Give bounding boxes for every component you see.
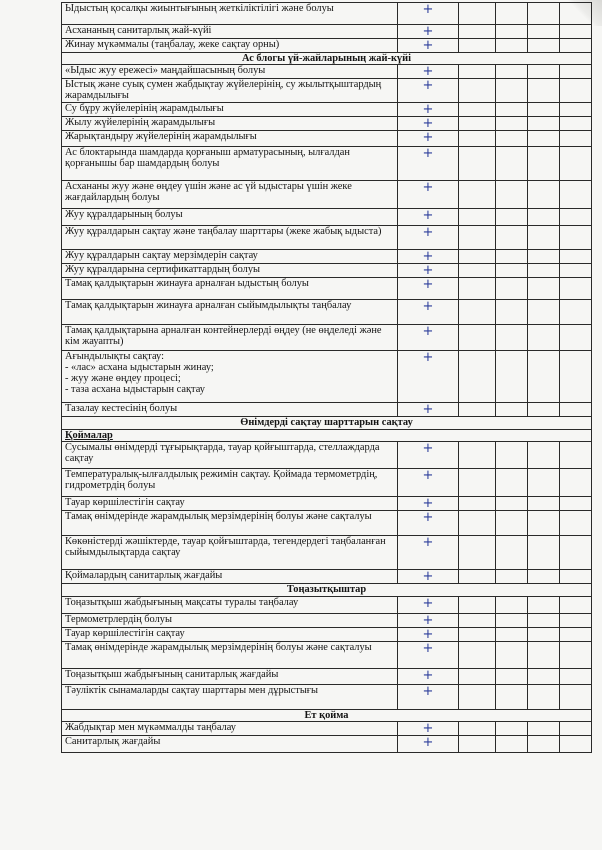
empty-cell (560, 325, 592, 351)
checklist-row (62, 147, 592, 181)
compliance-cell (398, 117, 459, 131)
empty-cell (459, 722, 496, 736)
handwritten-plus-mark: + (422, 2, 434, 17)
empty-cell (560, 25, 592, 39)
section-header (62, 53, 592, 65)
section-title: Қоймалар (62, 430, 592, 442)
empty-cell (459, 736, 496, 753)
checklist-row (62, 628, 592, 642)
criterion-text: Жуу құралдарының болуы (62, 209, 398, 226)
checklist-row (62, 25, 592, 39)
handwritten-plus-mark: + (422, 180, 434, 195)
empty-cell (560, 103, 592, 117)
checklist-row (62, 351, 592, 403)
compliance-cell (398, 597, 459, 614)
empty-cell (459, 628, 496, 642)
empty-cell (560, 570, 592, 584)
handwritten-plus-mark: + (422, 64, 434, 79)
empty-cell (560, 442, 592, 469)
criterion-text: Жуу құралдарын сақтау мерзімдерін сақтау (62, 250, 398, 264)
criterion-text: Асхананы жуу және өңдеу үшін және ас үй ыдыстары үшін жеке жағдайлардың болуы (62, 181, 398, 209)
empty-cell (528, 226, 560, 250)
empty-cell (560, 642, 592, 669)
empty-cell (459, 209, 496, 226)
criterion-text: Тамақ өнімдерінде жарамдылық мерзімдерінің болуы және сақталуы (62, 642, 398, 669)
empty-cell (459, 403, 496, 417)
empty-cell (528, 469, 560, 497)
empty-cell (459, 536, 496, 570)
compliance-cell (398, 25, 459, 39)
empty-cell (496, 209, 528, 226)
empty-cell (496, 642, 528, 669)
empty-cell (560, 614, 592, 628)
criterion-text: Асхананың санитарлық жай-күйі (62, 25, 398, 39)
empty-cell (560, 131, 592, 147)
empty-cell (560, 250, 592, 264)
empty-cell (496, 39, 528, 53)
compliance-cell (398, 570, 459, 584)
empty-cell (496, 226, 528, 250)
empty-cell (496, 736, 528, 753)
handwritten-plus-mark: + (422, 402, 434, 417)
empty-cell (560, 511, 592, 536)
empty-cell (528, 181, 560, 209)
empty-cell (496, 147, 528, 181)
criterion-text: Қоймалардың санитарлық жағдайы (62, 570, 398, 584)
empty-cell (496, 685, 528, 710)
empty-cell (560, 65, 592, 79)
compliance-cell (398, 79, 459, 103)
empty-cell (528, 39, 560, 53)
section-title: Ас блогы үй-жайларының жай-күйі (62, 53, 592, 65)
empty-cell (528, 736, 560, 753)
empty-cell (459, 181, 496, 209)
section-header (62, 417, 592, 430)
empty-cell (528, 325, 560, 351)
empty-cell (496, 3, 528, 25)
compliance-cell (398, 442, 459, 469)
empty-cell (560, 117, 592, 131)
compliance-cell (398, 351, 459, 403)
checklist-row (62, 65, 592, 79)
section-title: Тоңазытқыштар (62, 584, 592, 597)
handwritten-plus-mark: + (422, 146, 434, 161)
compliance-cell (398, 103, 459, 117)
handwritten-plus-mark: + (422, 441, 434, 456)
compliance-cell (398, 669, 459, 685)
empty-cell (528, 351, 560, 403)
empty-cell (560, 300, 592, 325)
handwritten-plus-mark: + (422, 78, 434, 93)
empty-cell (528, 147, 560, 181)
empty-cell (528, 442, 560, 469)
compliance-cell (398, 403, 459, 417)
checklist-row (62, 570, 592, 584)
empty-cell (528, 642, 560, 669)
empty-cell (560, 685, 592, 710)
empty-cell (560, 403, 592, 417)
empty-cell (459, 3, 496, 25)
empty-cell (528, 597, 560, 614)
empty-cell (496, 570, 528, 584)
empty-cell (459, 300, 496, 325)
empty-cell (560, 39, 592, 53)
criterion-text: Жарықтандыру жүйелерінің жарамдылығы (62, 131, 398, 147)
section-header (62, 584, 592, 597)
compliance-cell (398, 628, 459, 642)
empty-cell (528, 278, 560, 300)
empty-cell (560, 469, 592, 497)
empty-cell (459, 442, 496, 469)
empty-cell (496, 536, 528, 570)
checklist-row (62, 325, 592, 351)
compliance-cell (398, 250, 459, 264)
empty-cell (496, 403, 528, 417)
empty-cell (459, 39, 496, 53)
section-header (62, 710, 592, 722)
empty-cell (560, 628, 592, 642)
checklist-row (62, 39, 592, 53)
empty-cell (496, 442, 528, 469)
subsection-header (62, 430, 592, 442)
empty-cell (496, 131, 528, 147)
empty-cell (496, 469, 528, 497)
checklist-row (62, 117, 592, 131)
empty-cell (459, 685, 496, 710)
empty-cell (560, 209, 592, 226)
handwritten-plus-mark: + (422, 277, 434, 292)
checklist-row (62, 250, 592, 264)
checklist-row (62, 614, 592, 628)
compliance-cell (398, 536, 459, 570)
compliance-cell (398, 736, 459, 753)
handwritten-plus-mark: + (422, 596, 434, 611)
handwritten-plus-mark: + (422, 569, 434, 584)
empty-cell (496, 497, 528, 511)
compliance-cell (398, 642, 459, 669)
handwritten-plus-mark: + (422, 324, 434, 339)
criterion-text: Тамақ өнімдерінде жарамдылық мерзімдерінің болуы және сақталуы (62, 511, 398, 536)
empty-cell (528, 117, 560, 131)
criterion-text: Тамақ қалдықтарын жинауға арналған ыдыстың болуы (62, 278, 398, 300)
empty-cell (496, 351, 528, 403)
handwritten-plus-mark: + (422, 24, 434, 39)
criterion-text: Жылу жүйелерінің жарамдылығы (62, 117, 398, 131)
checklist-row (62, 469, 592, 497)
compliance-cell (398, 278, 459, 300)
empty-cell (528, 570, 560, 584)
empty-cell (528, 300, 560, 325)
empty-cell (528, 103, 560, 117)
empty-cell (528, 511, 560, 536)
criterion-text: Жинау мүкәммалы (таңбалау, жеке сақтау орны) (62, 39, 398, 53)
handwritten-plus-mark: + (422, 641, 434, 656)
criterion-text: Тауар көршілестігін сақтау (62, 628, 398, 642)
compliance-cell (398, 685, 459, 710)
empty-cell (528, 209, 560, 226)
empty-cell (496, 264, 528, 278)
compliance-cell (398, 65, 459, 79)
checklist-row (62, 3, 592, 25)
empty-cell (459, 325, 496, 351)
checklist-row (62, 442, 592, 469)
empty-cell (528, 685, 560, 710)
checklist-row (62, 597, 592, 614)
checklist-row (62, 103, 592, 117)
criterion-text: Термометрлердің болуы (62, 614, 398, 628)
compliance-cell (398, 147, 459, 181)
compliance-cell (398, 181, 459, 209)
handwritten-plus-mark: + (422, 535, 434, 550)
handwritten-plus-mark: + (422, 684, 434, 699)
compliance-cell (398, 3, 459, 25)
checklist-row (62, 300, 592, 325)
empty-cell (528, 25, 560, 39)
checklist-row (62, 403, 592, 417)
empty-cell (459, 278, 496, 300)
empty-cell (459, 669, 496, 685)
compliance-cell (398, 511, 459, 536)
empty-cell (528, 403, 560, 417)
criterion-text: Жабдықтар мен мүкәммалды таңбалау (62, 722, 398, 736)
empty-cell (459, 264, 496, 278)
criterion-text: Тоңазытқыш жабдығының мақсаты туралы таңбалау (62, 597, 398, 614)
checklist-row (62, 497, 592, 511)
checklist-row (62, 642, 592, 669)
criterion-text: Ас блоктарында шамдарда қорғаныш арматурасының, ылғалдан қорғанышы бар шамдардың болуы (62, 147, 398, 181)
empty-cell (528, 669, 560, 685)
empty-cell (459, 597, 496, 614)
criterion-text: Тамақ қалдықтарына арналған контейнерлерді өңдеу (не өңделеді және кім жауапты) (62, 325, 398, 351)
empty-cell (459, 79, 496, 103)
section-title: Ет қойма (62, 710, 592, 722)
empty-cell (459, 117, 496, 131)
compliance-cell (398, 300, 459, 325)
handwritten-plus-mark: + (422, 208, 434, 223)
compliance-cell (398, 226, 459, 250)
handwritten-plus-mark: + (422, 468, 434, 483)
handwritten-plus-mark: + (422, 721, 434, 736)
empty-cell (560, 181, 592, 209)
empty-cell (496, 103, 528, 117)
empty-cell (560, 147, 592, 181)
empty-cell (459, 226, 496, 250)
empty-cell (560, 497, 592, 511)
compliance-cell (398, 722, 459, 736)
empty-cell (528, 614, 560, 628)
empty-cell (528, 250, 560, 264)
checklist-row (62, 536, 592, 570)
empty-cell (560, 351, 592, 403)
compliance-cell (398, 264, 459, 278)
handwritten-plus-mark: + (422, 102, 434, 117)
checklist-row (62, 511, 592, 536)
empty-cell (496, 669, 528, 685)
handwritten-plus-mark: + (422, 735, 434, 750)
empty-cell (459, 570, 496, 584)
checklist-row (62, 209, 592, 226)
checklist-row (62, 669, 592, 685)
compliance-cell (398, 325, 459, 351)
criterion-text: Тәуліктік сынамаларды сақтау шарттары мен дұрыстығы (62, 685, 398, 710)
handwritten-plus-mark: + (422, 38, 434, 53)
empty-cell (528, 497, 560, 511)
empty-cell (496, 300, 528, 325)
criterion-text: Тазалау кестесінің болуы (62, 403, 398, 417)
criterion-text: Ыдыстың қосалқы жиынтығының жеткіліктілігі және болуы (62, 3, 398, 25)
criterion-text: Жуу құралдарын сақтау және таңбалау шарттары (жеке жабық ыдыста) (62, 226, 398, 250)
empty-cell (496, 628, 528, 642)
empty-cell (459, 131, 496, 147)
empty-cell (496, 278, 528, 300)
criterion-text: Көкөністерді жәшіктерде, тауар қойғыштарда, тегендердегі таңбаланған сыйымдылықтарда сақтау (62, 536, 398, 570)
checklist-row (62, 226, 592, 250)
empty-cell (496, 597, 528, 614)
empty-cell (528, 628, 560, 642)
empty-cell (459, 250, 496, 264)
checklist-row (62, 736, 592, 753)
empty-cell (459, 497, 496, 511)
empty-cell (459, 469, 496, 497)
compliance-cell (398, 39, 459, 53)
compliance-cell (398, 131, 459, 147)
checklist-table (61, 2, 592, 753)
handwritten-plus-mark: + (422, 130, 434, 145)
criterion-text: Тауар көршілестігін сақтау (62, 497, 398, 511)
empty-cell (528, 264, 560, 278)
empty-cell (560, 722, 592, 736)
checklist-row (62, 79, 592, 103)
criterion-text: Ағындылықты сақтау: - «лас» асхана ыдыстарын жинау; - жуу және өңдеу процесі; - таза асхана ыдыстарын сақтау (62, 351, 398, 403)
empty-cell (459, 511, 496, 536)
section-title: Өнімдерді сақтау шарттарын сақтау (62, 417, 592, 430)
handwritten-plus-mark: + (422, 627, 434, 642)
empty-cell (459, 147, 496, 181)
empty-cell (560, 536, 592, 570)
criterion-text: Сусымалы өнімдерді тұғырықтарда, тауар қойғыштарда, стеллаждарда сақтау (62, 442, 398, 469)
empty-cell (496, 722, 528, 736)
empty-cell (496, 511, 528, 536)
empty-cell (459, 614, 496, 628)
handwritten-plus-mark: + (422, 249, 434, 264)
empty-cell (459, 103, 496, 117)
empty-cell (496, 181, 528, 209)
empty-cell (560, 736, 592, 753)
empty-cell (528, 536, 560, 570)
empty-cell (560, 226, 592, 250)
empty-cell (560, 278, 592, 300)
empty-cell (560, 597, 592, 614)
empty-cell (459, 65, 496, 79)
handwritten-plus-mark: + (422, 299, 434, 314)
empty-cell (496, 25, 528, 39)
criterion-text: Температуралық-ылғалдылық режимін сақтау. Қоймада термометрдің, гидрометрдің болуы (62, 469, 398, 497)
criterion-text: Жуу құралдарына сертификаттардың болуы (62, 264, 398, 278)
handwritten-plus-mark: + (422, 350, 434, 365)
handwritten-plus-mark: + (422, 496, 434, 511)
checklist-body (62, 3, 592, 753)
empty-cell (459, 351, 496, 403)
empty-cell (528, 3, 560, 25)
compliance-cell (398, 497, 459, 511)
empty-cell (528, 722, 560, 736)
checklist-row (62, 722, 592, 736)
empty-cell (496, 79, 528, 103)
empty-cell (528, 131, 560, 147)
handwritten-plus-mark: + (422, 263, 434, 278)
empty-cell (459, 25, 496, 39)
empty-cell (459, 642, 496, 669)
criterion-text: Тоңазытқыш жабдығының санитарлық жағдайы (62, 669, 398, 685)
criterion-text: «Ыдыс жуу ережесі» маңдайшасының болуы (62, 65, 398, 79)
empty-cell (560, 264, 592, 278)
compliance-cell (398, 614, 459, 628)
empty-cell (496, 325, 528, 351)
handwritten-plus-mark: + (422, 225, 434, 240)
criterion-text: Су бұру жүйелерінің жарамдылығы (62, 103, 398, 117)
handwritten-plus-mark: + (422, 510, 434, 525)
checklist-row (62, 264, 592, 278)
checklist-row (62, 131, 592, 147)
empty-cell (496, 250, 528, 264)
checklist-row (62, 685, 592, 710)
handwritten-plus-mark: + (422, 668, 434, 683)
handwritten-plus-mark: + (422, 116, 434, 131)
criterion-text: Санитарлық жағдайы (62, 736, 398, 753)
empty-cell (496, 117, 528, 131)
empty-cell (528, 65, 560, 79)
compliance-cell (398, 209, 459, 226)
empty-cell (496, 65, 528, 79)
empty-cell (560, 669, 592, 685)
compliance-cell (398, 469, 459, 497)
empty-cell (560, 3, 592, 25)
criterion-text: Тамақ қалдықтарын жинауға арналған сыйымдылықты таңбалау (62, 300, 398, 325)
handwritten-plus-mark: + (422, 613, 434, 628)
checklist-row (62, 278, 592, 300)
empty-cell (528, 79, 560, 103)
empty-cell (560, 79, 592, 103)
empty-cell (496, 614, 528, 628)
checklist-row (62, 181, 592, 209)
criterion-text: Ыстық және суық сумен жабдықтау жүйелерінің, су жылытқыштардың жарамдылығы (62, 79, 398, 103)
